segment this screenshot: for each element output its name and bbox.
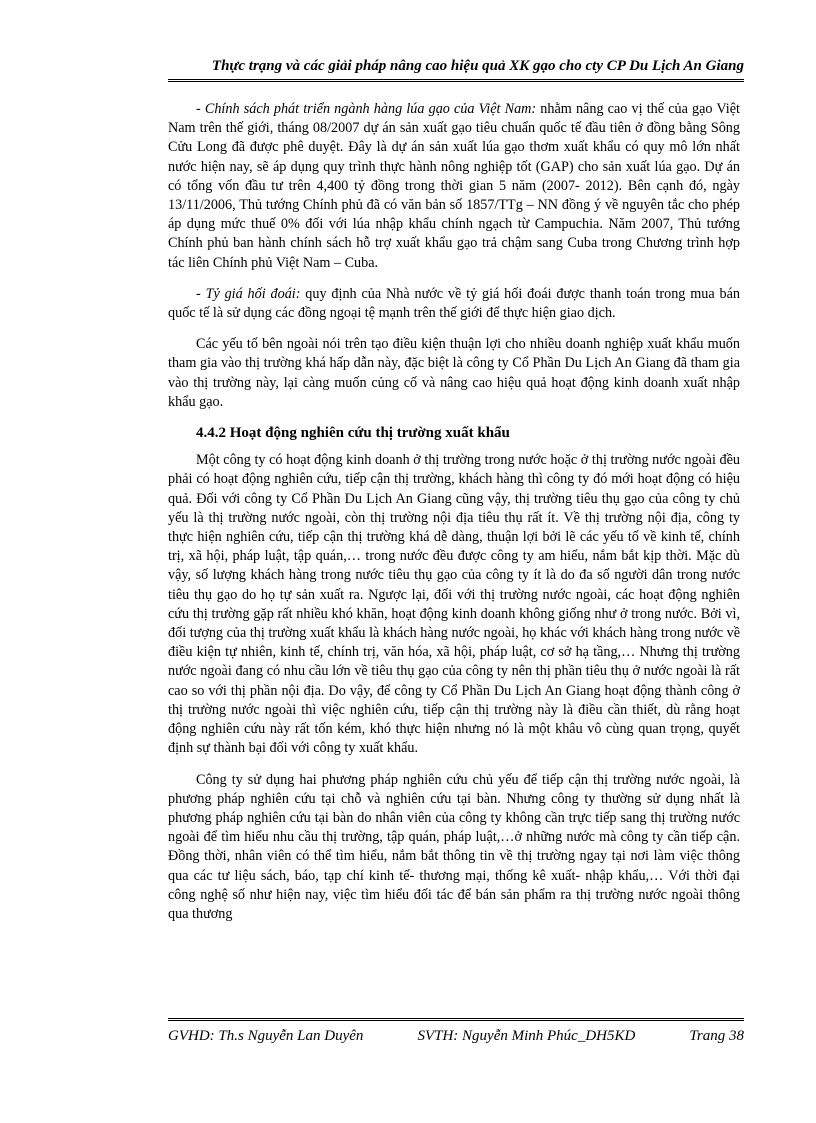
document-body xyxy=(168,100,740,936)
paragraph-text: nhằm nâng cao vị thế của gạo Việt Nam trên thế giới, tháng 08/2007 dự án sản xuất gạo tiêu chuẩn quốc tế đầu tiên ở đồng bằng Sông Cửu Long đã được phê duyệt. Đây là dự án sản xuất lúa gạo thơm xuất khẩu có quy mô lớn nhất nước hiện nay, sẽ áp dụng quy trình thực hành nông nghiệp tốt (GAP) cho sản xuất lúa gạo. Dự án có tổng vốn đầu tư trên 4,400 tỷ đồng trong thời gian 5 năm (2007- 2012). Bên cạnh đó, ngày 13/11/2006, Thủ tướng Chính phủ đã có văn bản số 1857/TTg – NN đồng ý về nguyên tắc cho phép áp dụng mức thuế 0% đối với lúa nhập khẩu chính ngạch từ Campuchia. Năm 2007, Thủ tướng Chính phủ ban hành chính sách hỗ trợ xuất khẩu gạo trả chậm sang Cuba trong Chương trình hợp tác liên Chính phủ Việt Nam – Cuba. xyxy=(168,101,740,271)
paragraph-lead: Tỷ giá hối đoái: xyxy=(205,285,301,302)
paragraph-text: quy định của Nhà nước về tỷ giá hối đoái được thanh toán trong mua bán quốc tế là sử dụng các đồng ngoại tệ mạnh trên thế giới để thực hiện giao dịch. xyxy=(168,285,740,322)
page-footer xyxy=(168,1018,744,1045)
paragraph-external-factors: Các yếu tố bên ngoài nói trên tạo điều kiện thuận lợi cho nhiều doanh nghiệp xuất khẩu muốn tham gia vào thị trường khá hấp dẫn này, đặc biệt là công ty Cổ Phần Du Lịch An Giang đã tham gia vào thị trường này, lại càng muốn củng cố và nâng cao hiệu quả hoạt động kinh doanh xuất nhập khẩu gạo. xyxy=(168,336,740,410)
paragraph-exchange-rate: - Tỷ giá hối đoái: quy định của Nhà nước về tỷ giá hối đoái được thanh toán trong mua bán quốc tế là sử dụng các đồng ngoại tệ mạnh trên thế giới để thực hiện giao dịch. xyxy=(168,285,740,322)
page-header: Thực trạng và các giải pháp nâng cao hiệu quả XK gạo cho cty CP Du Lịch An Giang xyxy=(168,58,744,82)
paragraph-research-methods: Công ty sử dụng hai phương pháp nghiên cứu chủ yếu để tiếp cận thị trường nước ngoài, là phương pháp nghiên cứu tại chỗ và nghiên cứu tại bàn. Nhưng công ty thường sử dụng nhất là phương pháp nghiên cứu tại bàn do nhân viên của công ty không cần trực tiếp sang thị trường nước ngoài để tìm hiểu nhu cầu thị trường, tập quán, pháp luật,…ở những nước mà công ty cần tiếp cận. Đồng thời, nhân viên có thể tìm hiểu, nắm bắt thông tin về thị trường ngay tại nơi làm việc thông qua các tư liệu sách, báo, tạp chí kinh tế- thương mại, thống kê xuất- nhập khẩu,… Với thời đại công nghệ số như hiện nay, việc tìm hiểu đối tác để bán sản phẩm ra thị trường nước ngoài thông qua thương xyxy=(168,771,740,922)
footer-page-number: Trang 38 xyxy=(689,1028,744,1044)
paragraph-market-research: Một công ty có hoạt động kinh doanh ở thị trường trong nước hoặc ở thị trường nước ngoài đều phải có hoạt động nghiên cứu, tiếp cận thị trường, khách hàng thì công ty đó mới hoạt động có hiệu quả. Đối với công ty Cổ Phần Du Lịch An Giang cũng vậy, thị trường tiêu thụ gạo của công ty chủ yếu là thị trường nước ngoài, còn thị trường nội địa tiêu thụ rất ít. Về thị trường nội địa, công ty thực hiện nghiên cứu, tiếp cận thị trường khá dễ dàng, thuận lợi bởi lẽ các yếu tố về kinh tế, chính trị, xã hội, pháp luật, tập quán,… trong nước đều được công ty am hiểu, nắm bắt kịp thời. Mặc dù vậy, số lượng khách hàng trong nước tiêu thụ gạo của công ty ít là do đa số người dân trong nước tiêu thụ gạo do họ tự sản xuất ra. Ngược lại, đối với thị trường nước ngoài, các hoạt động nghiên cứu thị trường gặp rất nhiều khó khăn, hoạt động kinh doanh không giống như ở trong nước. Bởi vì, đối tượng của thị trường xuất khẩu là khách hàng nước ngoài, họ khác với khách hàng trong nước về điều kiện tự nhiên, kinh tế, chính trị, văn hóa, xã hội, pháp luật, cơ sở hạ tầng,… Nhưng thị trường nước ngoài đang có nhu cầu lớn về tiêu thụ gạo của công ty nên thị phần tiêu thụ ở nước ngoài là rất cao so với thị phần nội địa. Do vậy, để công ty Cổ Phần Du Lịch An Giang hoạt động thành công ở thị trường nước ngoài thì việc nghiên cứu, tiếp cận thị trường này là điều cần thiết, dù rằng hoạt động nghiên cứu này rất tốn kém, khó thực hiện nhưng nó là một khâu vô cùng quan trọng, quyết định sự thành bại đối với công ty xuất khẩu. xyxy=(168,452,740,757)
footer-student: SVTH: Nguyễn Minh Phúc_DH5KD xyxy=(417,1028,636,1044)
paragraph-rice-policy: - Chính sách phát triển ngành hàng lúa gạo của Việt Nam: nhằm nâng cao vị thế của gạo Việt Nam trên thế giới, tháng 08/2007 dự án sản xuất gạo tiêu chuẩn quốc tế đầu tiên ở đồng bằng Sông Cửu Long đã được phê duyệt. Đây là dự án sản xuất lúa gạo thơm xuất khẩu có quy mô lớn nhất nước hiện nay, sẽ áp dụng quy trình thực hành nông nghiệp tốt (GAP) cho sản xuất lúa gạo. Dự án có tổng vốn đầu tư trên 4,400 tỷ đồng trong thời gian 5 năm (2007- 2012). Bên cạnh đó, ngày 13/11/2006, Thủ tướng Chính phủ đã có văn bản số 1857/TTg – NN đồng ý về nguyên tắc cho phép áp dụng mức thuế 0% đối với lúa nhập khẩu chính ngạch từ Campuchia. Năm 2007, Thủ tướng Chính phủ ban hành chính sách hỗ trợ xuất khẩu gạo trả chậm sang Cuba trong Chương trình hợp tác liên Chính phủ Việt Nam – Cuba. xyxy=(168,101,740,271)
section-heading: 4.4.2 Hoạt động nghiên cứu thị trường xuất khẩu xyxy=(196,425,510,442)
footer-advisor: GVHD: Th.s Nguyễn Lan Duyên xyxy=(168,1028,364,1044)
paragraph-lead: Chính sách phát triển ngành hàng lúa gạo của Việt Nam: xyxy=(204,101,537,117)
